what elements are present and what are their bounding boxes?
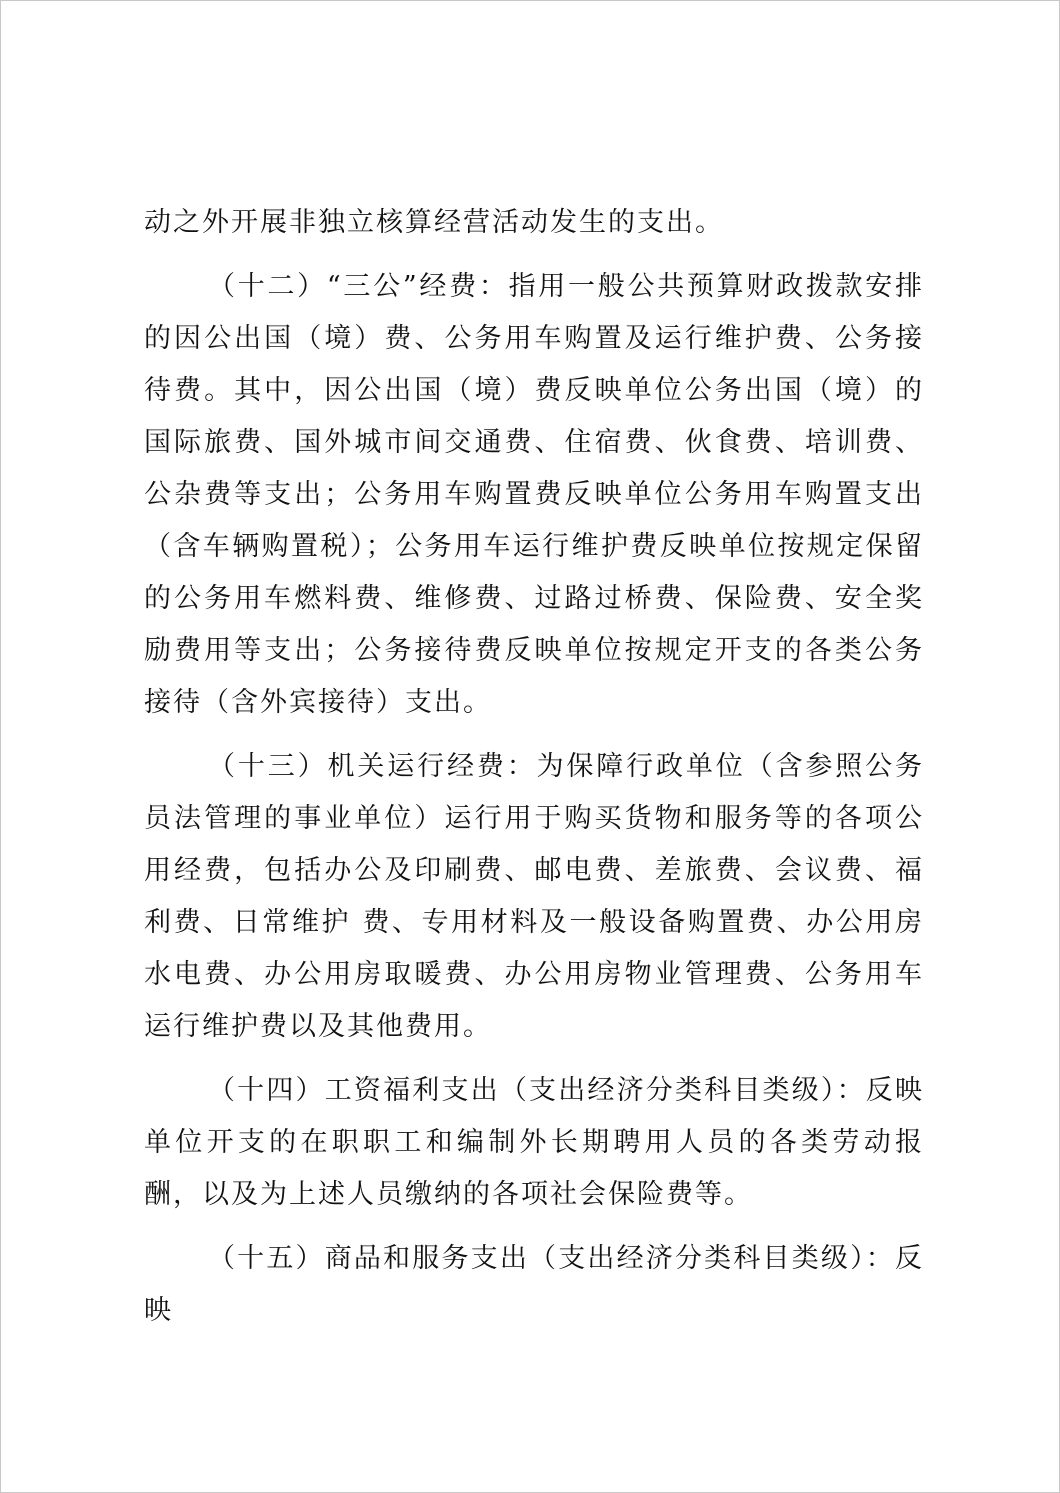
paragraph-goods-services-expenditure: （十五）商品和服务支出（支出经济分类科目类级）：反映 bbox=[144, 1243, 924, 1326]
paragraph-continuation: 动之外开展非独立核算经营活动发生的支出。 bbox=[144, 207, 724, 238]
document-body bbox=[144, 197, 924, 1337]
paragraph-agency-operating-expenses: （十三）机关运行经费：为保障行政单位（含参照公务员法管理的事业单位）运行用于购买货物和服务等的各项公用经费，包括办公及印刷费、邮电费、差旅费、会议费、福利费、日常维护 费、专用材料及一般设备购置费、办公用房水电费、办公用房取暖费、办公用房物业管理费、公务用车运行维护费以及其他费用。 bbox=[144, 751, 924, 1042]
paragraph-wage-welfare-expenditure: （十四）工资福利支出（支出经济分类科目类级）：反映单位开支的在职职工和编制外长期聘用人员的各类劳动报酬，以及为上述人员缴纳的各项社会保险费等。 bbox=[144, 1075, 924, 1210]
paragraph-three-public-expenses: （十二）“三公”经费：指用一般公共预算财政拨款安排的因公出国（境）费、公务用车购置及运行维护费、公务接待费。其中，因公出国（境）费反映单位公务出国（境）的国际旅费、国外城市间交通费、住宿费、伙食费、培训费、公杂费等支出；公务用车购置费反映单位公务用车购置支出（含车辆购置税）；公务用车运行维护费反映单位按规定保留的公务用车燃料费、维修费、过路过桥费、保险费、安全奖励费用等支出；公务接待费反映单位按规定开支的各类公务接待（含外宾接待）支出。 bbox=[144, 271, 924, 718]
